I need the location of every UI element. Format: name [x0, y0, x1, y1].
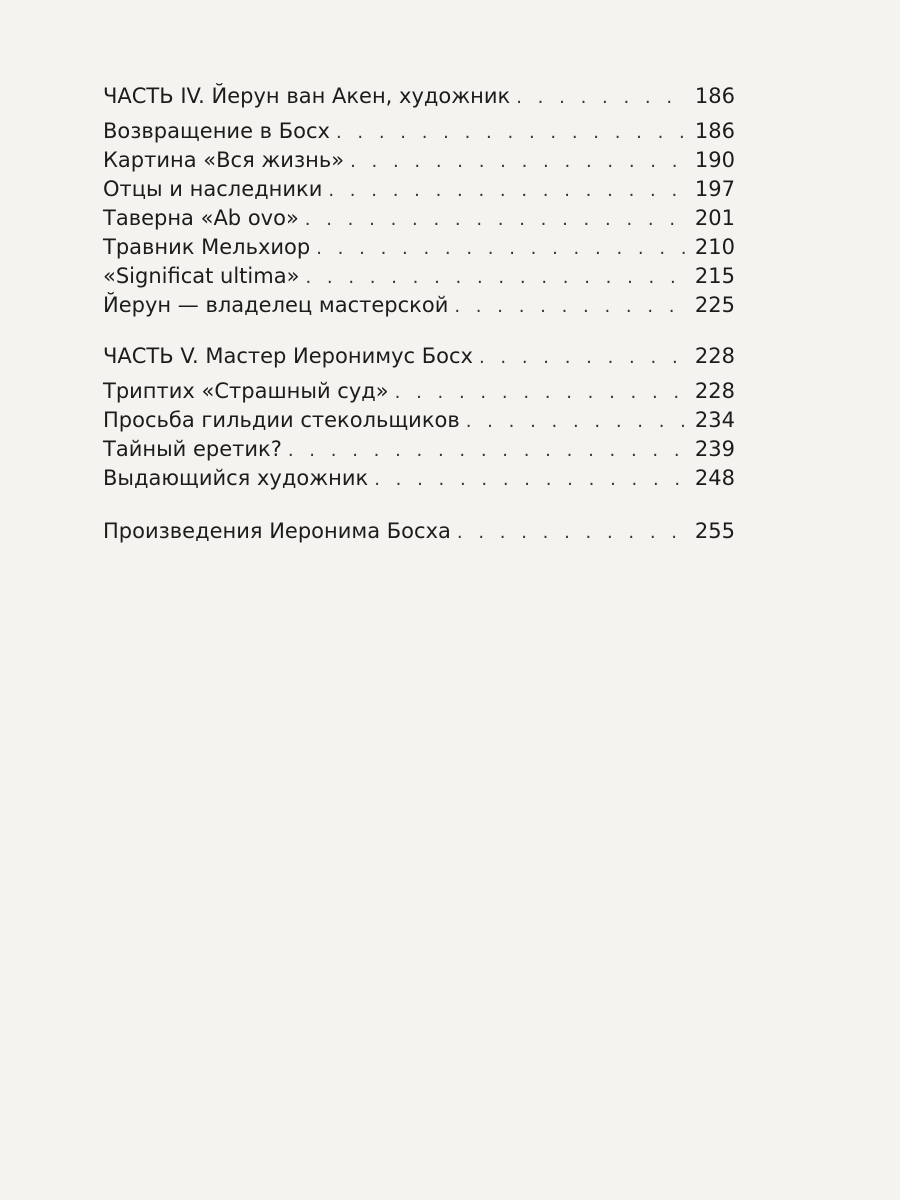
toc-leader-dots [350, 147, 687, 176]
toc-entry-title: «Significat ultima» [103, 264, 300, 288]
toc-entry [103, 406, 735, 435]
toc-page-number: 225 [694, 293, 735, 317]
toc-entry-title: Просьба гильдии стекольщиков [103, 408, 460, 432]
toc-entry [103, 377, 735, 406]
toc-page-number: 234 [694, 408, 735, 432]
toc-section-part-4 [103, 82, 735, 320]
toc-entry-title: Отцы и наследники [103, 177, 323, 201]
toc-leader-dots [454, 292, 687, 321]
toc-leader-dots [516, 83, 687, 112]
toc-page-number: 255 [694, 519, 735, 543]
toc-entry [103, 175, 735, 204]
toc-page-number: 190 [694, 148, 735, 172]
toc-entry-title: Таверна «Ab ovo» [103, 206, 299, 230]
toc-leader-dots [305, 263, 686, 292]
toc-page-number: 186 [694, 84, 735, 108]
toc-entry [103, 117, 735, 146]
toc-part-title: ЧАСТЬ IV. Йерун ван Акен, художник [103, 84, 511, 108]
toc-entry [103, 233, 735, 262]
toc-leader-dots [288, 436, 687, 465]
toc-section-works [103, 517, 735, 546]
toc-part-title: ЧАСТЬ V. Мастер Иеронимус Босх [103, 344, 473, 368]
toc-entry-title: Возвращение в Босх [103, 119, 330, 143]
toc-page-number: 228 [694, 379, 735, 403]
toc-entry-title: Травник Мельхиор [103, 235, 311, 259]
toc-entry [103, 262, 735, 291]
toc-page-number: 239 [694, 437, 735, 461]
toc-leader-dots [305, 205, 687, 234]
toc-entry [103, 146, 735, 175]
toc-entry-title: Тайный еретик? [103, 437, 282, 461]
toc-entry-title: Выдающийся художник [103, 466, 369, 490]
toc-entry [103, 464, 735, 493]
toc-entry [103, 517, 735, 546]
toc-entry-title: Произведения Иеронима Босха [103, 519, 451, 543]
toc-leader-dots [336, 118, 687, 147]
toc-leader-dots [328, 176, 687, 205]
toc-page-number: 201 [694, 206, 735, 230]
toc-leader-dots [316, 234, 687, 263]
toc-page-number: 215 [694, 264, 735, 288]
toc-entry-title: Картина «Вся жизнь» [103, 148, 345, 172]
toc-page-number: 210 [694, 235, 735, 259]
toc-entry [103, 204, 735, 233]
toc-entry-title: Триптих «Страшный суд» [103, 379, 389, 403]
table-of-contents [103, 82, 735, 568]
toc-part-heading [103, 82, 735, 111]
toc-leader-dots [466, 407, 687, 436]
toc-page-number: 248 [694, 466, 735, 490]
toc-entry [103, 291, 735, 320]
toc-entry [103, 435, 735, 464]
toc-leader-dots [395, 378, 687, 407]
toc-leader-dots [374, 465, 687, 494]
toc-section-part-5 [103, 342, 735, 493]
toc-page-number: 228 [694, 344, 735, 368]
toc-page-number: 197 [694, 177, 735, 201]
toc-leader-dots [457, 518, 687, 547]
toc-part-heading [103, 342, 735, 371]
toc-page-number: 186 [694, 119, 735, 143]
toc-leader-dots [479, 343, 687, 372]
toc-entry-title: Йерун — владелец мастерской [103, 293, 449, 317]
